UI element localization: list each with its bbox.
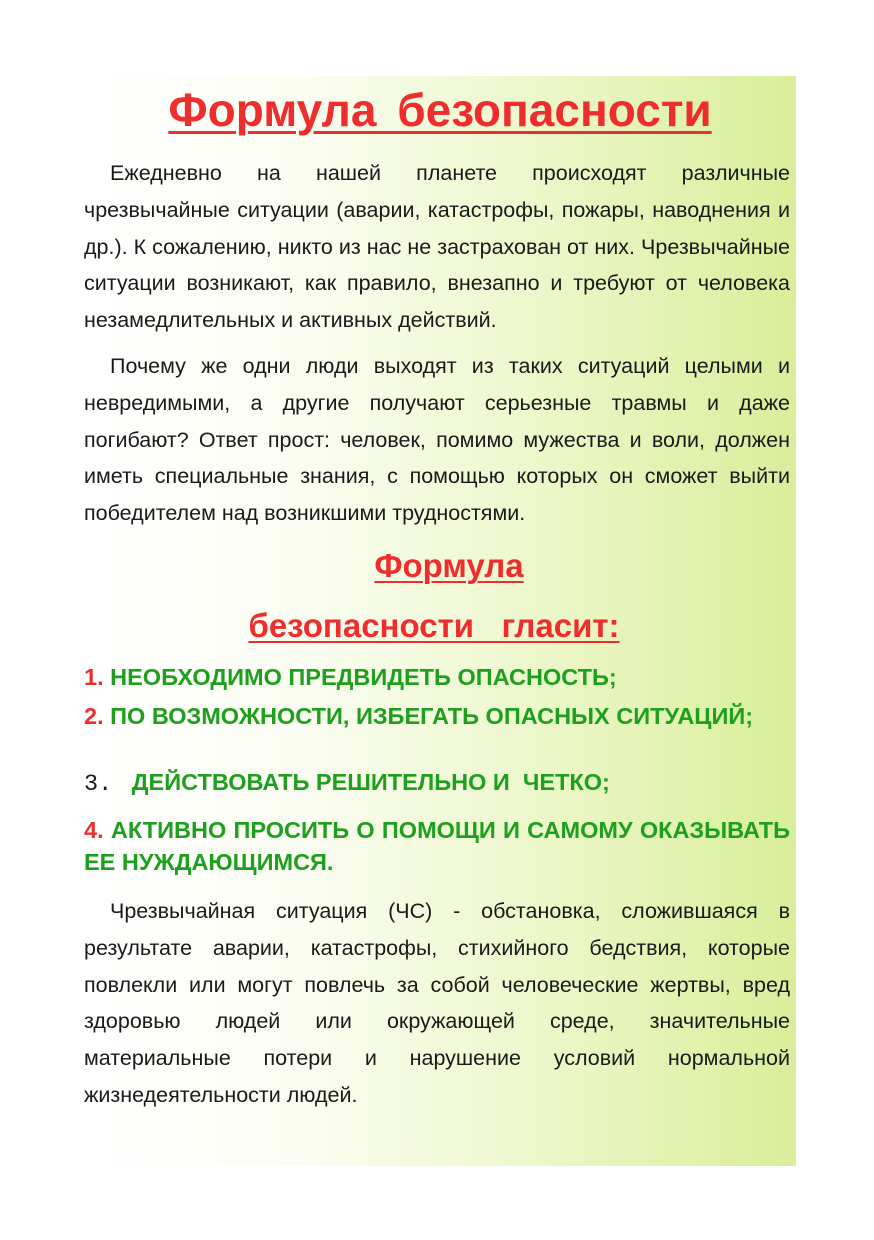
rule-number: 1. — [84, 664, 104, 690]
rule-text: ДЕЙСТВОВАТЬ РЕШИТЕЛЬНО И ЧЕТКО; — [112, 769, 610, 795]
rule-number: 4. — [84, 817, 104, 843]
rule-item-4 — [84, 814, 790, 878]
subtitle-line-1: Формула — [374, 547, 524, 584]
definition-paragraph: Чрезвычайная ситуация (ЧС) - обстановка, сложившаяся в результате аварии, катастрофы, стихийного бедствия, которые повлекли или могут повлечь за собой человеческие жертвы, вред здоровью людей или окружающей среде, значительные материальные потери и нарушение условий нормальной жизнедеятельности людей. — [84, 899, 790, 1107]
rule-text: АКТИВНО ПРОСИТЬ О ПОМОЩИ И САМОМУ ОКАЗЫВАТЬ ЕЕ НУЖДАЮЩИМСЯ. — [84, 817, 790, 875]
rule-number: 3. — [84, 771, 113, 798]
question-paragraph: Почему же одни люди выходят из таких ситуаций целыми и невредимыми, а другие получают серьезные травмы и даже погибают? Ответ прост: человек, помимо мужества и воли, должен иметь специальные знания, с помощью которых он сможет выйти победителем над возникшими трудностями. — [84, 354, 790, 526]
rule-text: НЕОБХОДИМО ПРЕДВИДЕТЬ ОПАСНОСТЬ; — [103, 664, 617, 690]
subtitle-line-2: безопасности гласит: — [248, 607, 620, 644]
rule-item-3 — [84, 766, 790, 801]
rule-text: ПО ВОЗМОЖНОСТИ, ИЗБЕГАТЬ ОПАСНЫХ СИТУАЦИЙ; — [103, 703, 754, 729]
rule-item-2 — [84, 702, 790, 730]
page-title: Формула безопасности — [168, 84, 712, 136]
rule-item-1 — [84, 661, 790, 693]
intro-paragraph: Ежедневно на нашей планете происходят различные чрезвычайные ситуации (аварии, катастрофы, пожары, наводнения и др.). К сожалению, никто из нас не застрахован от них. Чрезвычайные ситуации возникают, как правило, внезапно и требуют от человека незамедлительных и активных действий. — [84, 161, 790, 333]
rule-number: 2. — [84, 703, 104, 729]
